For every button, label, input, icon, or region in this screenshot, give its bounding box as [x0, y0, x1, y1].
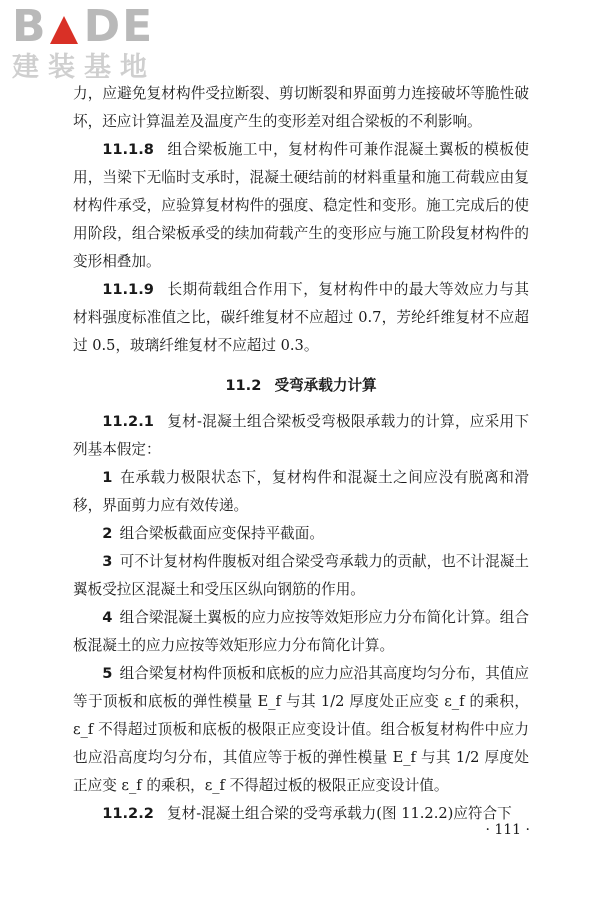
page-number: · 111 · — [485, 822, 530, 838]
item-text: 可不计复材构件腹板对组合梁受弯承载力的贡献，也不计混凝土翼板受拉区混凝土和受压区纵向钢筋的作用。 — [73, 553, 529, 598]
watermark-cjk: 建装基地 — [12, 52, 156, 83]
watermark-logo — [12, 1, 182, 86]
clause-number: 11.2.2 — [102, 805, 154, 822]
list-item-2 — [73, 520, 529, 548]
clause-number: 11.1.9 — [102, 281, 154, 298]
item-number: 5 — [102, 665, 113, 682]
clause-text: 长期荷载组合作用下，复材构件中的最大等效应力与其材料强度标准值之比，碳纤维复材不应超过 0.7，芳纶纤维复材不应超过 0.5，玻璃纤维复材不应超过 0.3。 — [73, 281, 529, 354]
clause-11-1-8 — [73, 136, 529, 276]
watermark-latin — [12, 1, 182, 52]
clause-text: 组合梁板施工中，复材构件可兼作混凝土翼板的模板使用，当梁下无临时支承时，混凝土硬结前的材料重量和施工荷载应由复材构件承受，应验算复材构件的强度、稳定性和变形。施工完成后的使用阶段，组合梁板承受的续加荷载产生的变形应与施工阶段复材构件的变形相叠加。 — [73, 141, 529, 270]
list-item-3 — [73, 548, 529, 604]
list-item-4 — [73, 604, 529, 660]
section-title: 受弯承载力计算 — [274, 377, 377, 394]
item-text: 组合梁复材构件顶板和底板的应力应沿其高度均匀分布，其值应等于顶板和底板的弹性模量 E_f 与其 1/2 厚度处正应变 ε_f 的乘积，ε_f 不得超过顶板和底板的极限正应变设计值。组合板复材构件中应力也应沿高度均匀分布，其值应等于板的弹性模量 E_f 与其 1/2 厚度处正应变 ε_f 的乘积，ε_f 不得超过板的极限正应变设计值。 — [73, 665, 529, 794]
item-number: 1 — [102, 469, 113, 486]
watermark-letter-b: B — [12, 1, 48, 52]
item-number: 4 — [102, 609, 113, 626]
item-number: 2 — [102, 525, 113, 542]
clause-number: 11.1.8 — [102, 141, 154, 158]
clause-text: 复材-混凝土组合梁板受弯极限承载力的计算，应采用下列基本假定： — [73, 413, 529, 458]
page-content — [73, 80, 529, 828]
paragraph-continuation: 力，应避免复材构件受拉断裂、剪切断裂和界面剪力连接破坏等脆性破坏，还应计算温差及温度产生的变形差对组合梁板的不利影响。 — [73, 85, 529, 130]
clause-text: 复材-混凝土组合梁的受弯承载力(图 11.2.2)应符合下 — [167, 805, 512, 822]
watermark-letters-de: DE — [83, 1, 155, 52]
item-text: 在承载力极限状态下，复材构件和混凝土之间应没有脱离和滑移，界面剪力应有效传递。 — [73, 469, 529, 514]
item-text: 组合梁板截面应变保持平截面。 — [119, 525, 324, 542]
watermark-red-triangle — [50, 16, 78, 44]
section-heading — [73, 372, 529, 400]
section-number: 11.2 — [225, 377, 262, 394]
watermark-letter-a — [48, 4, 84, 50]
item-text: 组合梁混凝土翼板的应力应按等效矩形应力分布简化计算。组合板混凝土的应力应按等效矩形应力分布简化计算。 — [73, 609, 529, 654]
clause-number: 11.2.1 — [102, 413, 154, 430]
list-item-1 — [73, 464, 529, 520]
item-number: 3 — [102, 553, 113, 570]
list-item-5 — [73, 660, 529, 800]
clause-11-2-1 — [73, 408, 529, 464]
clause-11-1-9 — [73, 276, 529, 360]
